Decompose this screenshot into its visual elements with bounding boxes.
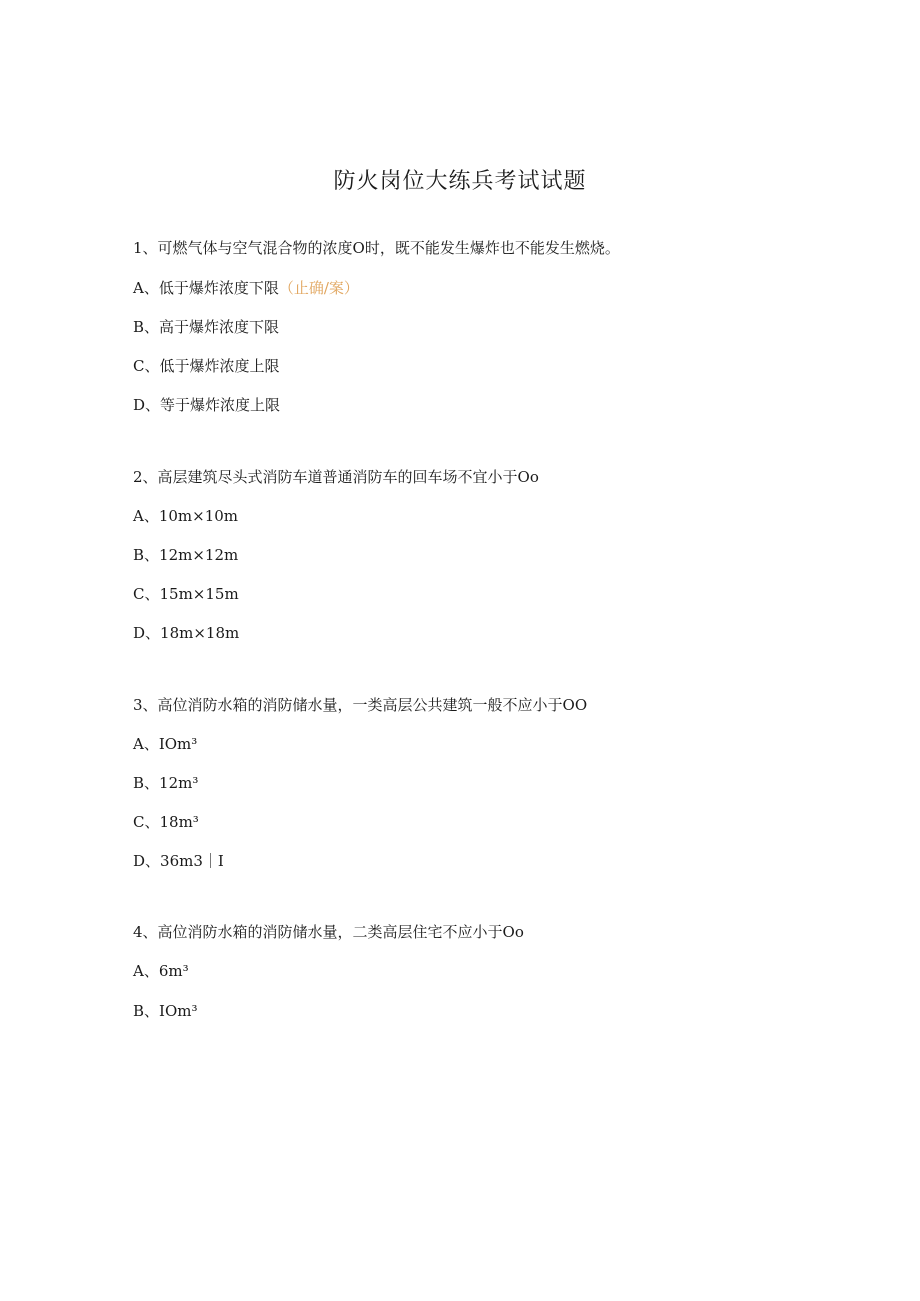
question-1-option-a xyxy=(133,278,359,298)
question-3-option-b: B、12m³ xyxy=(133,774,199,792)
page-title: 防火岗位大练兵考试试题 xyxy=(333,169,587,194)
question-3-option-d: D、36m3｜I xyxy=(133,852,224,870)
question-1-option-b: B、高于爆炸浓度下限 xyxy=(133,318,280,336)
question-2-option-a: A、10m×10m xyxy=(133,507,239,525)
question-4-stem: 4、高位消防水箱的消防储水量，二类高层住宅不应小于Oo xyxy=(133,923,524,941)
correct-answer-mark: （止确/案） xyxy=(278,279,359,297)
question-1-stem: 1、可燃气体与空气混合物的浓度O时，既不能发生爆炸也不能发生燃烧。 xyxy=(133,239,620,257)
question-4-option-a: A、6m³ xyxy=(133,962,189,980)
question-1-option-d: D、等于爆炸浓度上限 xyxy=(133,396,281,414)
question-1-option-c: C、低于爆炸浓度上限 xyxy=(133,357,280,375)
question-2-option-c: C、15m×15m xyxy=(133,585,239,603)
question-2-option-d: D、18m×18m xyxy=(133,624,240,642)
question-4-option-b: B、IOm³ xyxy=(133,1002,198,1020)
question-2-option-b: B、12m×12m xyxy=(133,546,239,564)
question-3-option-a: A、IOm³ xyxy=(133,735,198,753)
option-text: A、低于爆炸浓度下限 xyxy=(133,279,279,297)
question-3-option-c: C、18m³ xyxy=(133,813,199,831)
question-2-stem: 2、高层建筑尽头式消防车道普通消防车的回车场不宜小于Oo xyxy=(133,468,539,486)
question-3-stem: 3、高位消防水箱的消防储水量，一类高层公共建筑一般不应小于OO xyxy=(133,696,588,714)
